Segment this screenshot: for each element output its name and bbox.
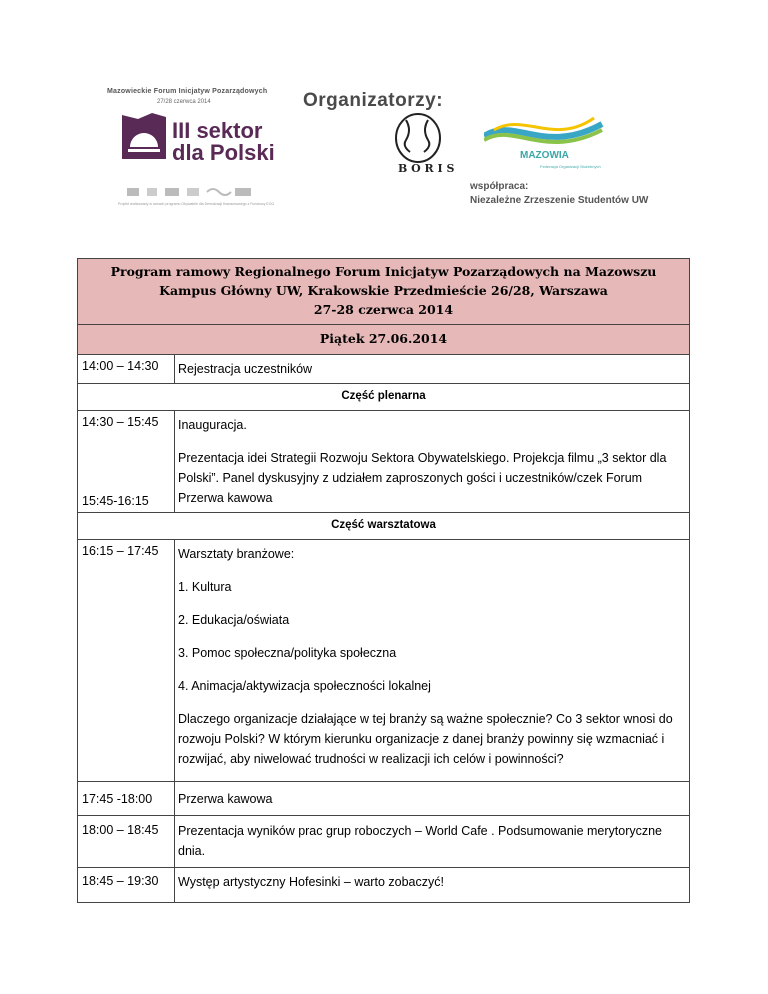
- mazowia-name: MAZOWIA: [520, 150, 569, 161]
- day-row: [78, 325, 690, 355]
- time-cell: 18:00 – 18:45: [78, 816, 175, 868]
- cooperation-name: Niezależne Zrzeszenie Studentów UW: [470, 195, 649, 206]
- table-row: [78, 868, 690, 903]
- desc-cell: Inauguracja. Prezentacja idei Strategii Rozwoju Sektora Obywatelskiego. Projekcja filmu „3 sektor dla Polski”. Panel dyskusyjny z udziałem zaproszonych gości i uczestników/czek Forum Przerwa kawowa: [175, 411, 690, 513]
- title-row: [78, 259, 690, 325]
- time-cell: 16:15 – 17:45: [78, 540, 175, 782]
- time-cell: 18:45 – 19:30: [78, 868, 175, 903]
- forum-name: Mazowieckie Forum Inicjatyw Pozarządowych: [107, 88, 268, 95]
- desc-cell: Warsztaty branżowe: 1. Kultura 2. Edukacja/oświata 3. Pomoc społeczna/polityka społeczna 4. Animacja/aktywizacja społeczności lokalnej Dlaczego organizacje działające w tej branży są ważne społecznie? Co 3 sektor wnosi do rozwoju Polski? W którym kierunku organizacje z danej branży powinny się wzmacniać i rozwijać, aby niwelować trudności w realizacji ich celów i powinności?: [175, 540, 690, 782]
- third-sector-logo-text: III sektor dla Polski: [172, 118, 275, 165]
- desc-cell: Przerwa kawowa: [175, 782, 690, 816]
- table-row: [78, 816, 690, 868]
- cooperation-label: współpraca:: [470, 181, 529, 192]
- partner-logos-icon: [127, 186, 257, 198]
- list-item: 3. Pomoc społeczna/polityka społeczna: [178, 646, 397, 660]
- program-table: [77, 258, 690, 903]
- program-title: Program ramowy Regionalnego Forum Inicjatyw Pozarządowych na Mazowszu Kampus Główny UW, Krakowskie Przedmieście 26/28, Warszawa 27-28 czerwca 2014: [78, 259, 690, 325]
- list-item: 1. Kultura: [178, 580, 232, 594]
- header-logos: [0, 0, 768, 240]
- desc-cell: Rejestracja uczestników: [175, 355, 690, 384]
- partner-note: Projekt realizowany w ramach programu Obywatele dla Demokracji finansowanego z Funduszy EOG: [118, 202, 275, 206]
- section-plenary: Część plenarna: [78, 384, 690, 411]
- time-cell: 14:00 – 14:30: [78, 355, 175, 384]
- boris-logo-icon: [378, 100, 464, 182]
- desc-cell: Występ artystyczny Hofesinki – warto zobaczyć!: [175, 868, 690, 903]
- forum-date: 27/28 czerwca 2014: [157, 99, 211, 105]
- time-cell: 14:30 – 15:45 15:45-16:15: [78, 411, 175, 513]
- section-workshop: Część warsztatowa: [78, 513, 690, 540]
- list-item: 4. Animacja/aktywizacja społeczności lokalnej: [178, 679, 431, 693]
- time-cell: 17:45 -18:00: [78, 782, 175, 816]
- mazowia-subtitle: Federacja Organizacji Służebnych: [540, 164, 601, 169]
- section-row: [78, 384, 690, 411]
- table-row: [78, 782, 690, 816]
- section-row: [78, 513, 690, 540]
- day-heading: Piątek 27.06.2014: [78, 325, 690, 355]
- desc-cell: Prezentacja wyników prac grup roboczych – World Cafe . Podsumowanie merytoryczne dnia.: [175, 816, 690, 868]
- table-row: [78, 355, 690, 384]
- svg-text:B O R I S: B O R I S: [398, 162, 455, 175]
- table-row: [78, 540, 690, 782]
- organizers-title: Organizatorzy:: [303, 90, 444, 111]
- third-sector-logo-icon: [118, 111, 170, 163]
- table-row: [78, 411, 690, 513]
- list-item: 2. Edukacja/oświata: [178, 613, 290, 627]
